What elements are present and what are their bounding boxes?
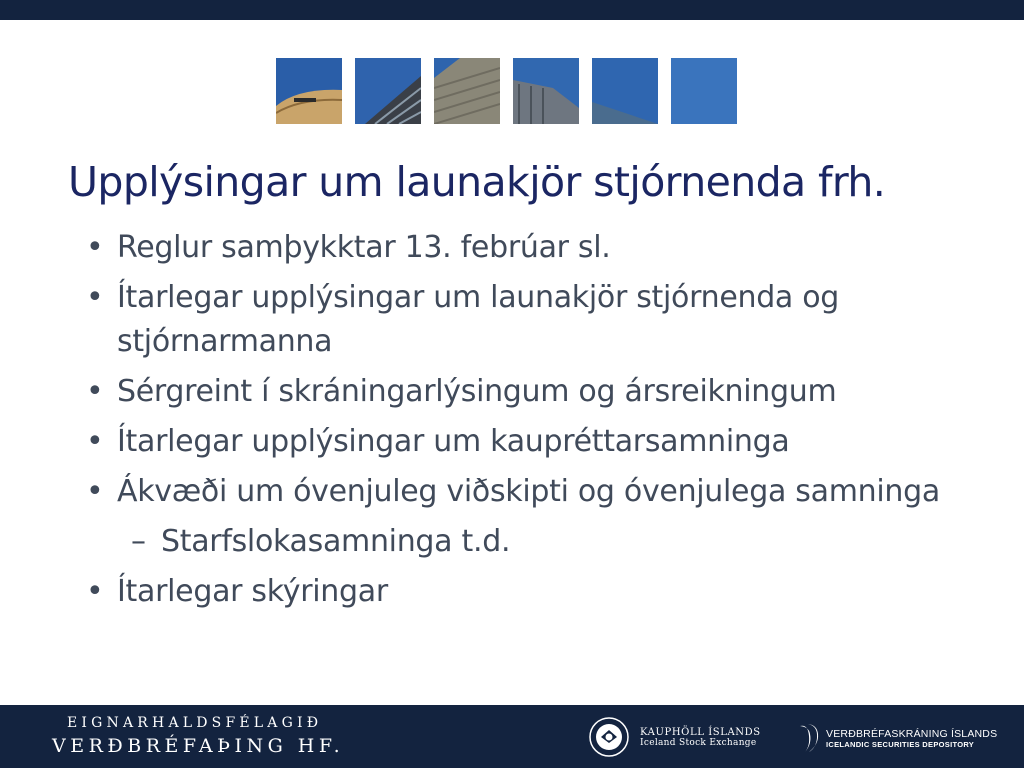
kaupholl-name: KAUPHÖLL ÍSLANDS — [640, 726, 761, 738]
building-photo-tile — [513, 58, 579, 124]
building-photo-tile — [434, 58, 500, 124]
bullet-marker: • — [86, 280, 104, 315]
building-photo-tile — [276, 58, 342, 124]
bullet-marker: • — [86, 474, 104, 509]
sub-bullet-text: Starfslokasamninga t.d. — [161, 524, 511, 559]
bullet-item — [86, 226, 966, 270]
kaupholl-logo-icon — [588, 716, 630, 758]
bullet-text: Ákvæði um óvenjuleg viðskipti og óvenjulega samninga — [117, 474, 940, 509]
building-photo-tile — [671, 58, 737, 124]
footer-company — [52, 713, 344, 759]
kaupholl-subtitle: Iceland Stock Exchange — [640, 737, 757, 748]
sub-bullet-marker: – — [131, 524, 146, 559]
bullet-marker: • — [86, 424, 104, 459]
vs-subtitle: ICELANDIC SECURITIES DEPOSITORY — [826, 739, 975, 749]
vs-name: VERÐBRÉFASKRÁNING ÍSLANDS — [826, 727, 998, 740]
bullet-item — [86, 370, 966, 414]
bullet-marker: • — [86, 574, 104, 609]
bullet-text: Reglur samþykktar 13. febrúar sl. — [117, 230, 611, 265]
bullet-item — [86, 470, 966, 514]
bullet-text: Ítarlegar upplýsingar um kaupréttarsamninga — [117, 424, 790, 459]
bullet-marker: • — [86, 230, 104, 265]
building-photo-tile — [355, 58, 421, 124]
building-photo-tile — [592, 58, 658, 124]
bullet-item — [86, 420, 966, 464]
photo-strip — [276, 58, 737, 124]
bullet-text: Ítarlegar skýringar — [117, 574, 388, 609]
bullet-text: Sérgreint í skráningarlýsingum og ársreikningum — [117, 374, 837, 409]
vs-logo-icon — [798, 722, 820, 754]
bullet-text: Ítarlegar upplýsingar um launakjör stjórnenda og stjórnarmanna — [117, 280, 840, 359]
bullet-item — [86, 276, 966, 364]
kaupholl-text — [640, 727, 761, 748]
sub-bullet-item — [86, 520, 966, 564]
bullet-list — [86, 226, 966, 620]
top-bar — [0, 0, 1024, 20]
slide-title: Upplýsingar um launakjör stjórnenda frh. — [68, 158, 886, 206]
kaupholl-logo — [588, 715, 761, 759]
footer-company-line1: EIGNARHALDSFÉLAGIÐ — [67, 715, 323, 731]
vs-text — [826, 728, 997, 749]
bullet-item — [86, 570, 966, 614]
vs-logo — [798, 722, 997, 754]
footer-company-line2: VERÐBRÉFAÞING HF. — [52, 735, 345, 757]
bullet-marker: • — [86, 374, 104, 409]
